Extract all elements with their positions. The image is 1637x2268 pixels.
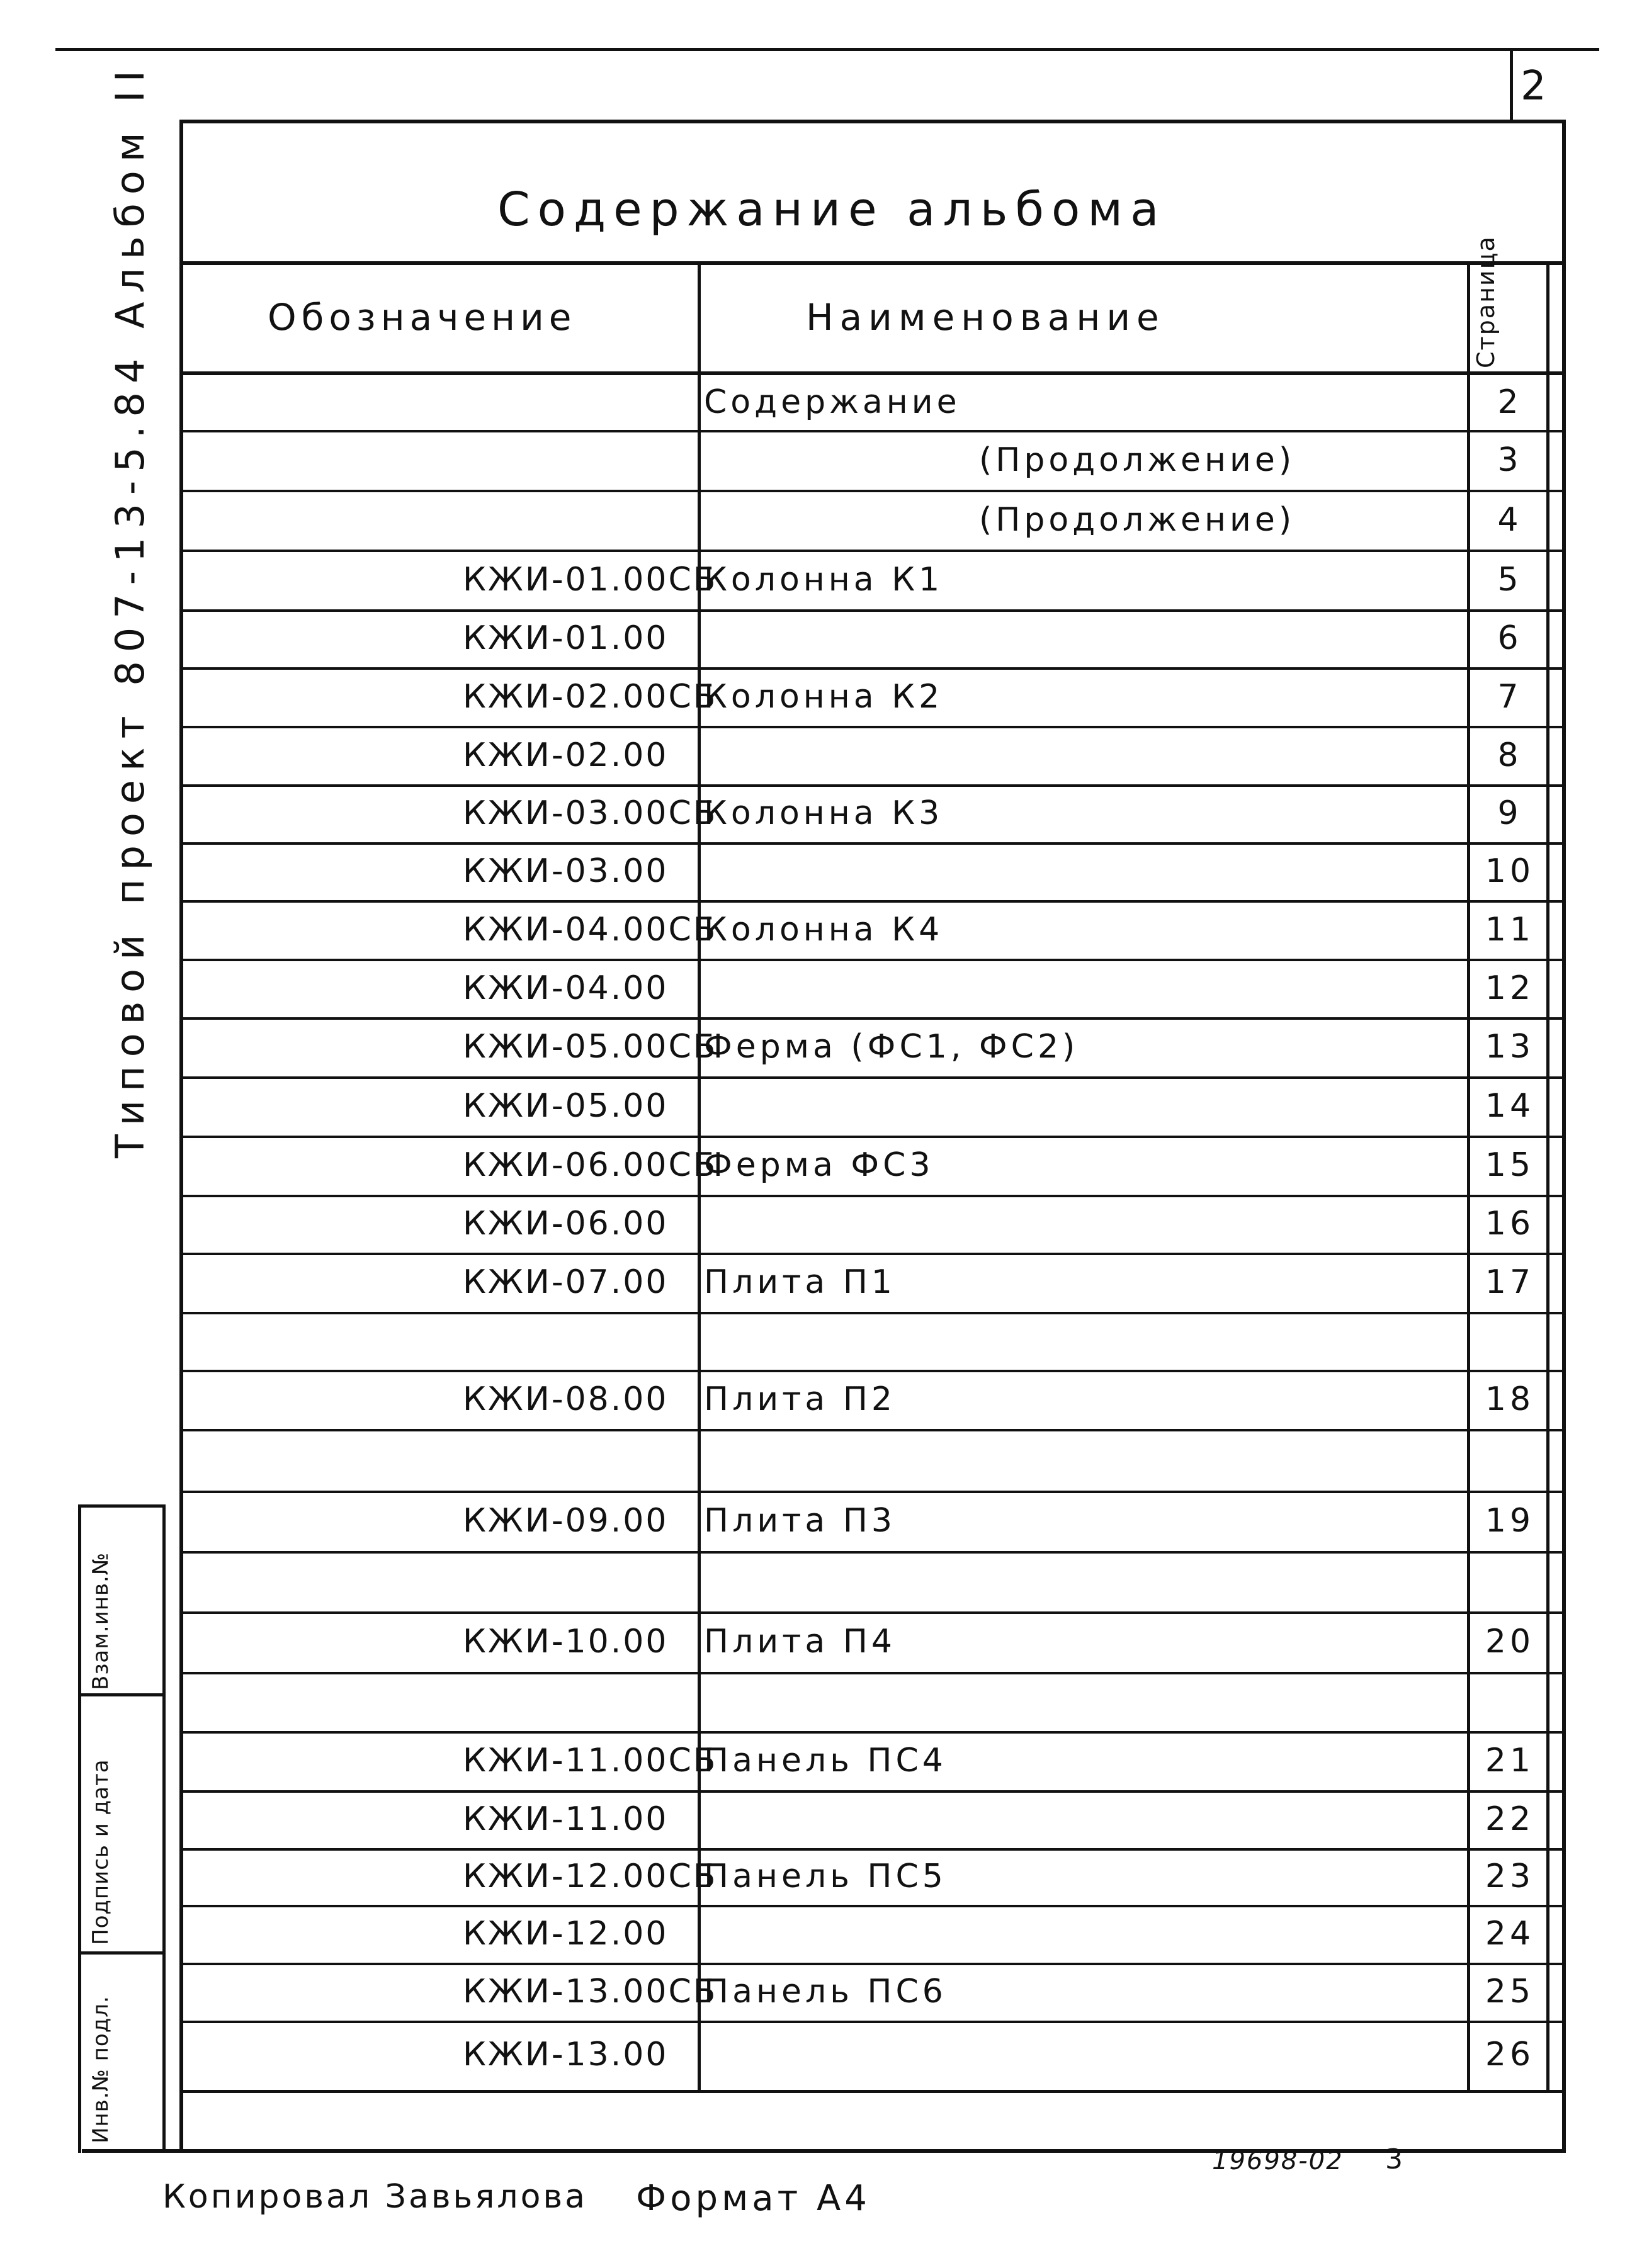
row-name: Колонна К1 bbox=[704, 561, 944, 599]
row-name: Плита П4 bbox=[704, 1623, 897, 1661]
row-separator bbox=[179, 1491, 1566, 1493]
row-name: Панель ПС6 bbox=[704, 1973, 947, 2011]
row-code: КЖИ-10.00 bbox=[463, 1623, 669, 1661]
row-name: Колонна К4 bbox=[704, 911, 944, 949]
page-title: Содержание альбома bbox=[497, 183, 1167, 237]
sheet-number: 2 bbox=[1521, 63, 1550, 110]
row-separator bbox=[179, 2021, 1566, 2023]
row-page: 23 bbox=[1485, 1858, 1535, 1895]
row-separator bbox=[179, 959, 1566, 961]
row-separator bbox=[179, 784, 1566, 787]
row-separator bbox=[179, 1905, 1566, 1907]
row-separator bbox=[179, 490, 1566, 492]
row-page: 22 bbox=[1485, 1800, 1535, 1838]
table-bottom-rule bbox=[179, 2090, 1566, 2093]
header-page: Страница bbox=[1472, 235, 1500, 368]
row-separator bbox=[179, 1076, 1566, 1079]
row-page: 16 bbox=[1485, 1205, 1535, 1243]
row-page: 14 bbox=[1485, 1087, 1535, 1125]
footer-copied-by: Копировал Завьялова bbox=[162, 2178, 587, 2216]
row-separator bbox=[179, 1017, 1566, 1020]
row-code: КЖИ-08.00 bbox=[463, 1380, 669, 1418]
row-page: 3 bbox=[1497, 441, 1522, 479]
row-page: 2 bbox=[1497, 383, 1522, 421]
row-code: КЖИ-02.00 bbox=[463, 736, 669, 774]
row-name: Панель ПС4 bbox=[704, 1742, 947, 1780]
stamp-vzam: Взам.инв.№ bbox=[88, 1552, 113, 1690]
row-code: КЖИ-11.00СБ bbox=[463, 1742, 718, 1780]
stamp-top bbox=[78, 1504, 166, 1508]
row-code: КЖИ-04.00СБ bbox=[463, 911, 718, 949]
footer-format: Формат А4 bbox=[636, 2178, 871, 2219]
footer-sheet: 3 bbox=[1385, 2143, 1407, 2175]
row-separator bbox=[179, 1963, 1566, 1965]
row-code: КЖИ-12.00СБ bbox=[463, 1858, 718, 1895]
header-name: Наименование bbox=[806, 296, 1165, 339]
row-page: 12 bbox=[1485, 969, 1535, 1007]
row-code: КЖИ-12.00 bbox=[463, 1915, 669, 1953]
row-separator bbox=[179, 1312, 1566, 1314]
top-rule bbox=[55, 48, 1599, 51]
row-page: 21 bbox=[1485, 1742, 1535, 1780]
row-page: 13 bbox=[1485, 1028, 1535, 1066]
side-project-title: Типовой проект 807-13-5.84 Альбом II bbox=[107, 62, 153, 1158]
row-code: КЖИ-02.00СБ bbox=[463, 678, 718, 716]
row-code: КЖИ-01.00 bbox=[463, 619, 669, 657]
stamp-inv-podl: Инв.№ подл. bbox=[88, 1995, 113, 2143]
row-separator bbox=[179, 667, 1566, 670]
row-separator bbox=[179, 1429, 1566, 1431]
row-name: Ферма (ФС1, ФС2) bbox=[704, 1028, 1079, 1066]
row-code: КЖИ-03.00СБ bbox=[463, 794, 718, 832]
row-page: 15 bbox=[1485, 1146, 1535, 1184]
row-separator bbox=[179, 842, 1566, 845]
row-separator bbox=[179, 1731, 1566, 1734]
row-separator bbox=[179, 1136, 1566, 1138]
row-code: КЖИ-06.00СБ bbox=[463, 1146, 718, 1184]
row-code: КЖИ-07.00 bbox=[463, 1263, 669, 1301]
frame-top bbox=[179, 120, 1566, 123]
stamp-sep-2 bbox=[78, 1951, 166, 1955]
row-page: 4 bbox=[1497, 501, 1522, 539]
row-page: 8 bbox=[1497, 736, 1522, 774]
row-code: КЖИ-05.00 bbox=[463, 1087, 669, 1125]
row-code: КЖИ-11.00 bbox=[463, 1800, 669, 1838]
row-separator bbox=[179, 609, 1566, 612]
row-name: (Продолжение) bbox=[979, 441, 1296, 479]
row-name: Колонна К3 bbox=[704, 794, 944, 832]
row-code: КЖИ-06.00 bbox=[463, 1205, 669, 1243]
row-name: Плита П3 bbox=[704, 1502, 897, 1540]
row-name: Панель ПС5 bbox=[704, 1858, 947, 1895]
header-designation: Обозначение bbox=[268, 296, 577, 339]
stamp-podpis: Подпись и дата bbox=[88, 1759, 113, 1945]
row-page: 24 bbox=[1485, 1915, 1535, 1953]
header-bottom-rule bbox=[179, 371, 1566, 375]
row-code: КЖИ-03.00 bbox=[463, 852, 669, 890]
row-page: 26 bbox=[1485, 2036, 1535, 2073]
row-separator bbox=[179, 550, 1566, 552]
row-separator bbox=[179, 900, 1566, 903]
row-name: Плита П2 bbox=[704, 1380, 897, 1418]
row-code: КЖИ-09.00 bbox=[463, 1502, 669, 1540]
row-separator bbox=[179, 1672, 1566, 1674]
row-name: Колонна К2 bbox=[704, 678, 944, 716]
sheet-number-box-left bbox=[1510, 48, 1513, 123]
row-page: 25 bbox=[1485, 1973, 1535, 2011]
row-code: КЖИ-05.00СБ bbox=[463, 1028, 718, 1066]
col-sep-2 bbox=[1467, 261, 1470, 2090]
row-separator bbox=[179, 430, 1566, 432]
row-page: 18 bbox=[1485, 1380, 1535, 1418]
row-page: 9 bbox=[1497, 794, 1522, 832]
row-page: 19 bbox=[1485, 1502, 1535, 1540]
row-code: КЖИ-13.00СБ bbox=[463, 1973, 718, 2011]
title-bottom-rule bbox=[179, 261, 1566, 265]
row-separator bbox=[179, 1370, 1566, 1372]
stamp-left bbox=[78, 1504, 81, 2153]
stamp-sep-1 bbox=[78, 1693, 166, 1696]
row-code: КЖИ-01.00СБ bbox=[463, 561, 718, 599]
row-separator bbox=[179, 1253, 1566, 1255]
row-code: КЖИ-04.00 bbox=[463, 969, 669, 1007]
row-separator bbox=[179, 1551, 1566, 1554]
row-page: 11 bbox=[1485, 911, 1535, 949]
row-separator bbox=[179, 1848, 1566, 1851]
row-page: 5 bbox=[1497, 561, 1522, 599]
col-sep-3 bbox=[1546, 261, 1549, 2090]
row-page: 10 bbox=[1485, 852, 1535, 890]
row-separator bbox=[179, 1790, 1566, 1793]
row-separator bbox=[179, 726, 1566, 728]
row-name: Содержание bbox=[704, 383, 961, 421]
row-separator bbox=[179, 1195, 1566, 1197]
row-name: Ферма ФС3 bbox=[704, 1146, 934, 1184]
row-name: Плита П1 bbox=[704, 1263, 897, 1301]
row-code: КЖИ-13.00 bbox=[463, 2036, 669, 2073]
footer-doc-number: 19698-02 bbox=[1212, 2147, 1344, 2175]
row-page: 20 bbox=[1485, 1623, 1535, 1661]
row-page: 6 bbox=[1497, 619, 1522, 657]
row-page: 7 bbox=[1497, 678, 1522, 716]
stamp-right bbox=[162, 1504, 166, 2153]
row-separator bbox=[179, 1611, 1566, 1614]
row-page: 17 bbox=[1485, 1263, 1535, 1301]
row-name: (Продолжение) bbox=[979, 501, 1296, 539]
